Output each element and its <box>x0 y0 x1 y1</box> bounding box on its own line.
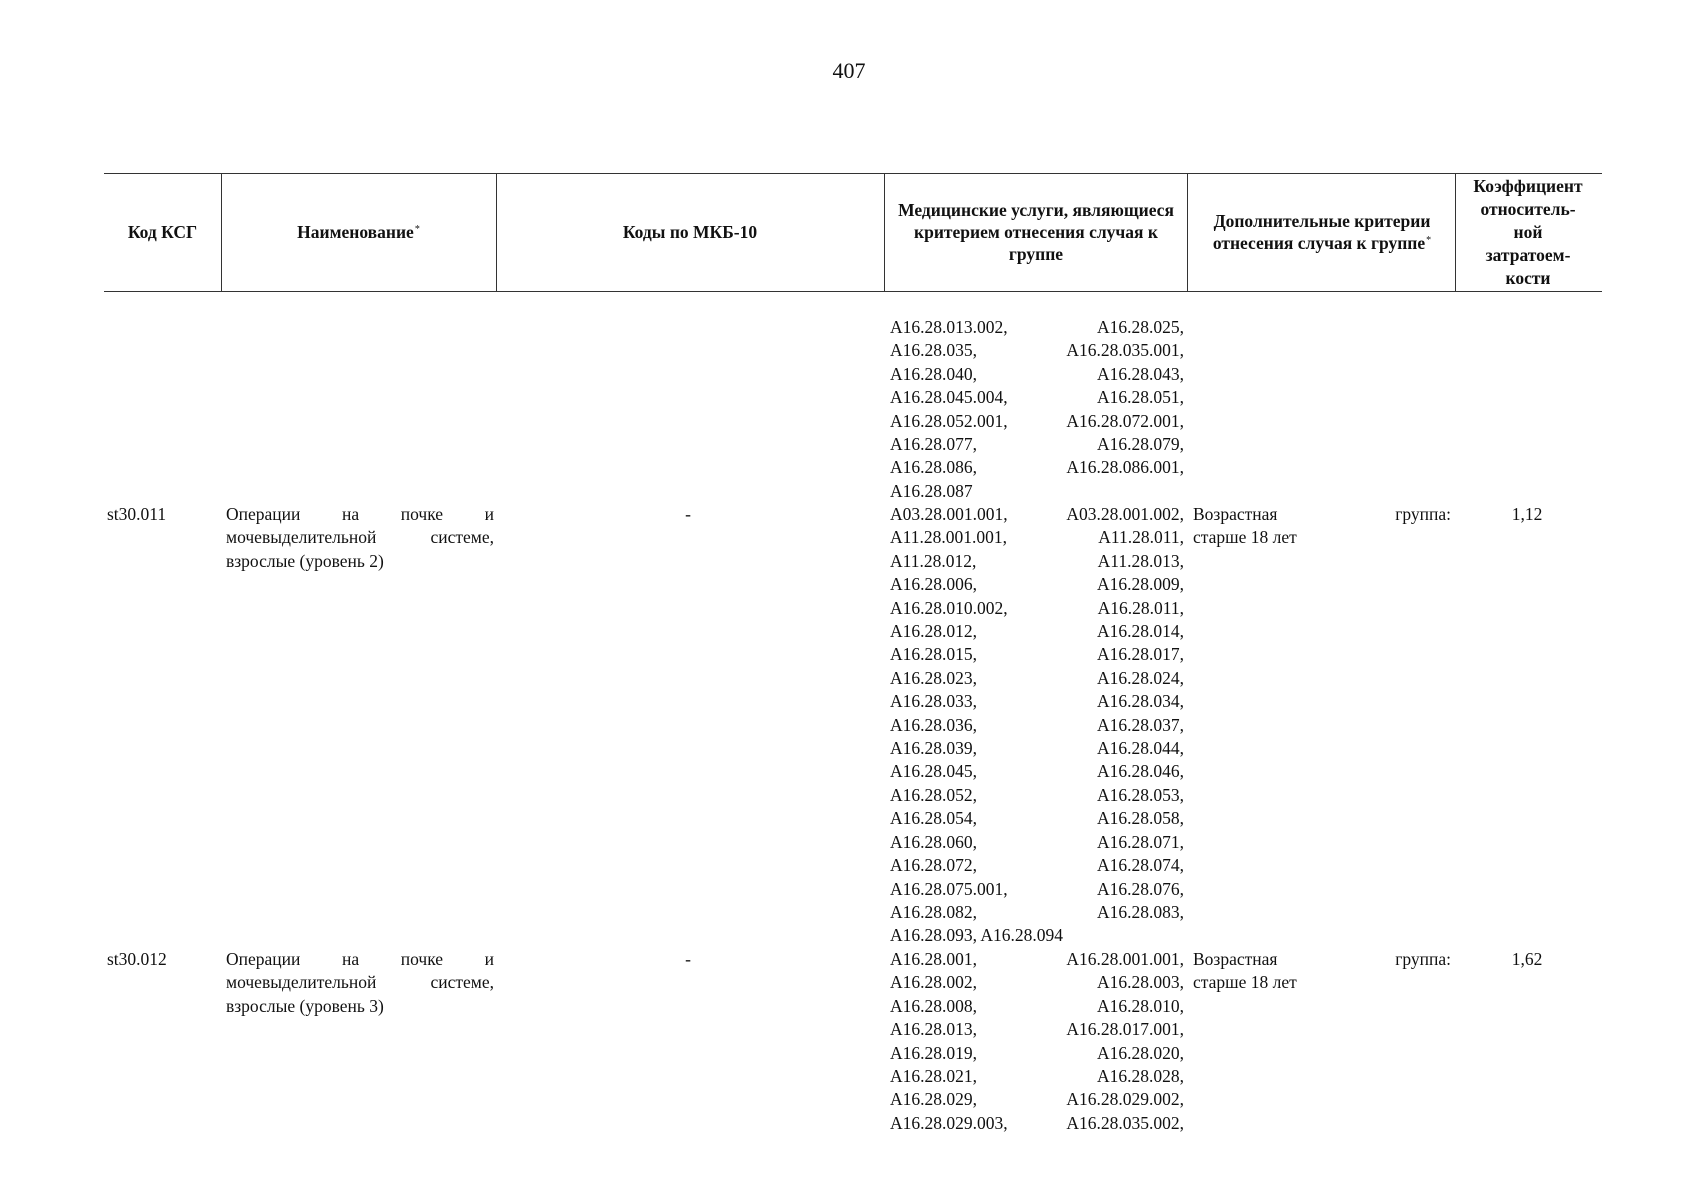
header-bottom-border <box>104 291 1602 292</box>
row-coefficient: 1,12 <box>1511 504 1543 524</box>
service-line: A16.28.008, A16.28.010, <box>890 995 1184 1016</box>
row-mkb: - <box>685 949 691 969</box>
service-line: A16.28.060, A16.28.071, <box>890 831 1184 852</box>
row-coefficient: 1,62 <box>1511 949 1543 969</box>
service-line: A16.28.012, A16.28.014, <box>890 621 1184 642</box>
page-number: 407 <box>832 58 866 83</box>
service-line: A16.28.086, A16.28.086.001, <box>890 457 1184 478</box>
service-line: A16.28.002, A16.28.003, <box>890 972 1184 993</box>
row-name: Операции на почке и мочевыделительной системе, взрослые (уровень 2) <box>226 504 494 571</box>
service-line: A16.28.072, A16.28.074, <box>890 855 1184 876</box>
service-line: A16.28.039, A16.28.044, <box>890 738 1184 759</box>
row-mkb: - <box>685 504 691 524</box>
row-services <box>890 948 1184 1135</box>
service-line: A16.28.001, A16.28.001.001, <box>890 949 1184 969</box>
service-line: A16.28.087 <box>890 480 973 501</box>
service-line: A16.28.013, A16.28.017.001, <box>890 1019 1184 1040</box>
service-line: A16.28.006, A16.28.009, <box>890 574 1184 595</box>
header-divider-3 <box>884 173 885 291</box>
header-divider-4 <box>1187 173 1188 291</box>
row-criteria: Возрастная группа: старше 18 лет <box>1193 504 1451 548</box>
service-line: A16.28.036, A16.28.037, <box>890 714 1184 735</box>
service-line: A16.28.075.001, A16.28.076, <box>890 878 1184 899</box>
service-line: A16.28.040, A16.28.043, <box>890 363 1184 384</box>
row-code: st30.011 <box>107 504 167 524</box>
header-mkb: Коды по МКБ-10 <box>622 222 758 242</box>
service-line: A16.28.045, A16.28.046, <box>890 761 1184 782</box>
service-line: A16.28.023, A16.28.024, <box>890 667 1184 688</box>
row-criteria: Возрастная группа: старше 18 лет <box>1193 949 1451 993</box>
service-line: A16.28.052.001, A16.28.072.001, <box>890 410 1184 431</box>
service-line: A16.28.093, A16.28.094 <box>890 925 1064 946</box>
service-line: A16.28.019, A16.28.020, <box>890 1042 1184 1063</box>
service-line: A11.28.012, A11.28.013, <box>890 550 1184 571</box>
row-name: Операции на почке и мочевыделительной системе, взрослые (уровень 3) <box>226 949 494 1016</box>
row-code: st30.012 <box>107 949 167 969</box>
service-line: A16.28.045.004, A16.28.051, <box>890 387 1184 408</box>
service-line: A16.28.077, A16.28.079, <box>890 434 1184 455</box>
header-services: Медицинские услуги, являющиеся критерием отнесения случая к группе <box>898 200 1174 264</box>
header-code: Код КСГ <box>127 222 198 242</box>
service-line: A11.28.001.001, A11.28.011, <box>890 527 1184 548</box>
header-coefficient: Коэффициент относитель- ной затратоем- кости <box>1473 175 1583 288</box>
service-line: A03.28.001.001, A03.28.001.002, <box>890 504 1184 524</box>
service-line: A16.28.029.003, A16.28.035.002, <box>890 1112 1184 1133</box>
service-line: A16.28.015, A16.28.017, <box>890 644 1184 665</box>
service-line: A16.28.021, A16.28.028, <box>890 1066 1184 1087</box>
service-line: A16.28.052, A16.28.053, <box>890 784 1184 805</box>
service-line: A16.28.035, A16.28.035.001, <box>890 340 1184 361</box>
service-line: A16.28.033, A16.28.034, <box>890 691 1184 712</box>
header-divider-5 <box>1455 173 1456 291</box>
header-name: Наименование* <box>297 222 420 242</box>
carryover-services <box>890 316 1184 503</box>
service-line: A16.28.010.002, A16.28.011, <box>890 597 1184 618</box>
service-line: A16.28.054, A16.28.058, <box>890 808 1184 829</box>
service-line: A16.28.082, A16.28.083, <box>890 901 1184 922</box>
header-criteria: Дополнительные критерии отнесения случая к группе* <box>1212 211 1432 253</box>
service-line: A16.28.029, A16.28.029.002, <box>890 1089 1184 1110</box>
service-line: A16.28.013.002, A16.28.025, <box>890 317 1184 337</box>
row-services <box>890 503 1184 948</box>
